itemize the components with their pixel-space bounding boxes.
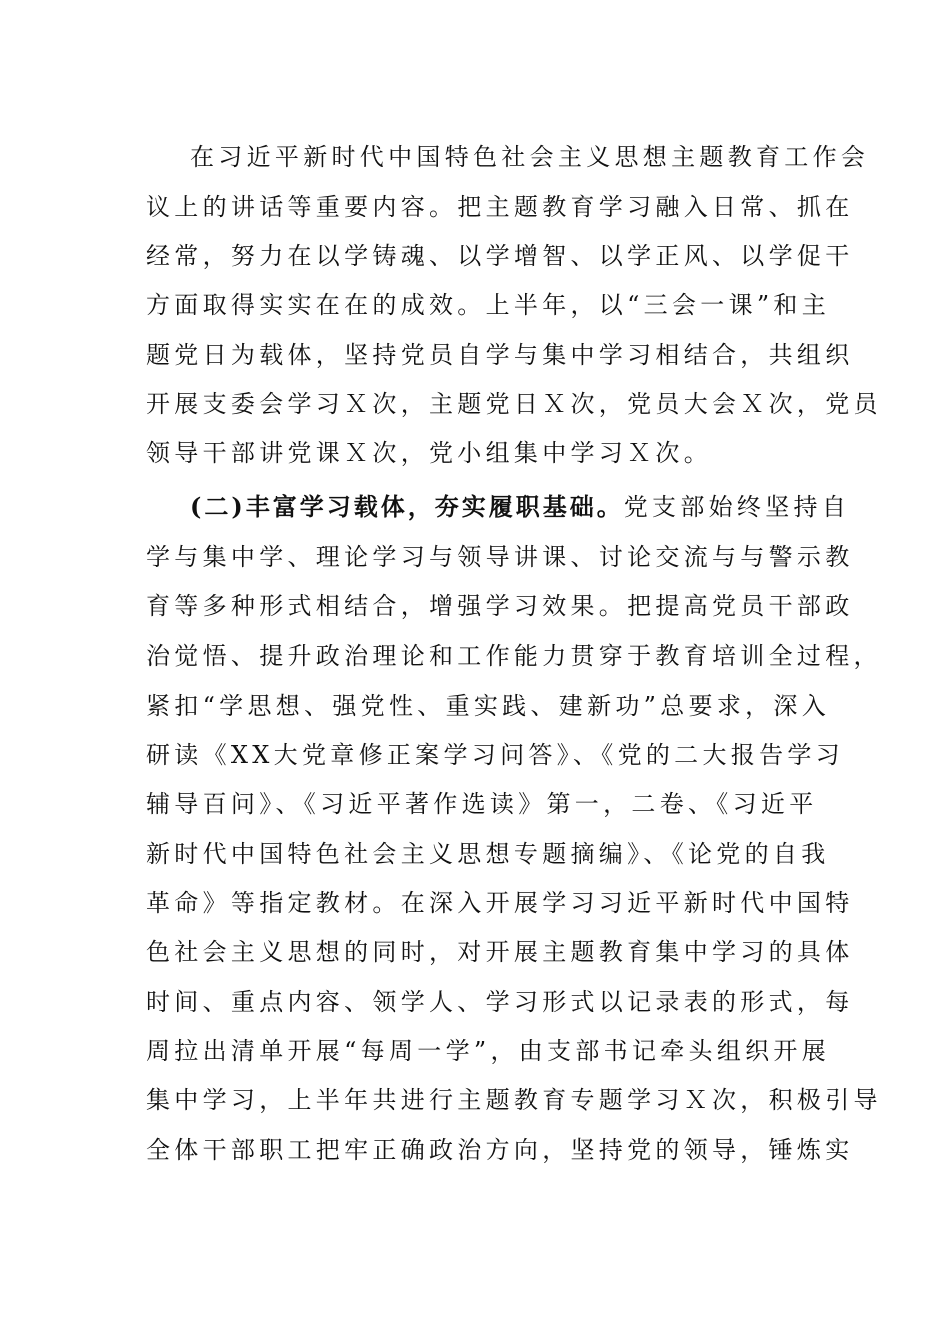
paragraph1-line-5: 题党日为载体，坚持党员自学与集中学习相结合，共组织 xyxy=(146,341,854,369)
paragraph2-line-14: 全体干部职工把牢正确政治方向，坚持党的领导，锤炼实 xyxy=(146,1136,854,1164)
paragraph2-line-6: 研读《XX大党章修正案学习问答》、《党的二大报告学习 xyxy=(146,741,844,769)
paragraph2-line-9: 革命》等指定教材。在深入开展学习习近平新时代中国特 xyxy=(146,889,854,917)
paragraph2-line-1 xyxy=(190,487,851,527)
paragraph2-line-5: 紧扣“学思想、强党性、重实践、建新功”总要求，深入 xyxy=(146,692,831,720)
paragraph1-line-4: 方面取得实实在在的成效。上半年，以“三会一课”和主 xyxy=(146,291,831,319)
paragraph2-line-3: 育等多种形式相结合，增强学习效果。把提高党员干部政 xyxy=(146,592,854,620)
paragraph1-line-3: 经常，努力在以学铸魂、以学增智、以学正风、以学促干 xyxy=(146,242,854,270)
paragraph2-line-8: 新时代中国特色社会主义思想专题摘编》、《论党的自我 xyxy=(146,840,830,868)
paragraph1-line-2: 议上的讲话等重要内容。把主题教育学习融入日常、抓在 xyxy=(146,193,854,221)
paragraph2-line-10: 色社会主义思想的同时，对开展主题教育集中学习的具体 xyxy=(146,938,854,966)
paragraph1-line-1: 在习近平新时代中国特色社会主义思想主题教育工作会 xyxy=(190,143,870,171)
paragraph2-line-13: 集中学习，上半年共进行主题教育专题学习Ｘ次，积极引导 xyxy=(146,1086,882,1114)
section-heading: (二)丰富学习载体，夯实履职基础。 xyxy=(190,492,624,521)
paragraph2-line-7: 辅导百问》、《习近平著作选读》第一，二卷、《习近平 xyxy=(146,790,818,818)
paragraph2-line-12: 周拉出清单开展“每周一学”，由支部书记牵头组织开展 xyxy=(146,1037,831,1065)
paragraph2-line-2: 学与集中学、理论学习与领导讲课、讨论交流与与警示教 xyxy=(146,543,854,571)
paragraph1-line-7: 领导干部讲党课Ｘ次，党小组集中学习Ｘ次。 xyxy=(146,439,712,467)
paragraph2-line-1-rest: 党支部始终坚持自 xyxy=(623,493,851,521)
paragraph2-line-11: 时间、重点内容、领学人、学习形式以记录表的形式，每 xyxy=(146,988,854,1016)
paragraph2-line-4: 治觉悟、提升政治理论和工作能力贯穿于教育培训全过程， xyxy=(146,642,882,670)
paragraph1-line-6: 开展支委会学习Ｘ次，主题党日Ｘ次，党员大会Ｘ次，党员 xyxy=(146,390,882,418)
